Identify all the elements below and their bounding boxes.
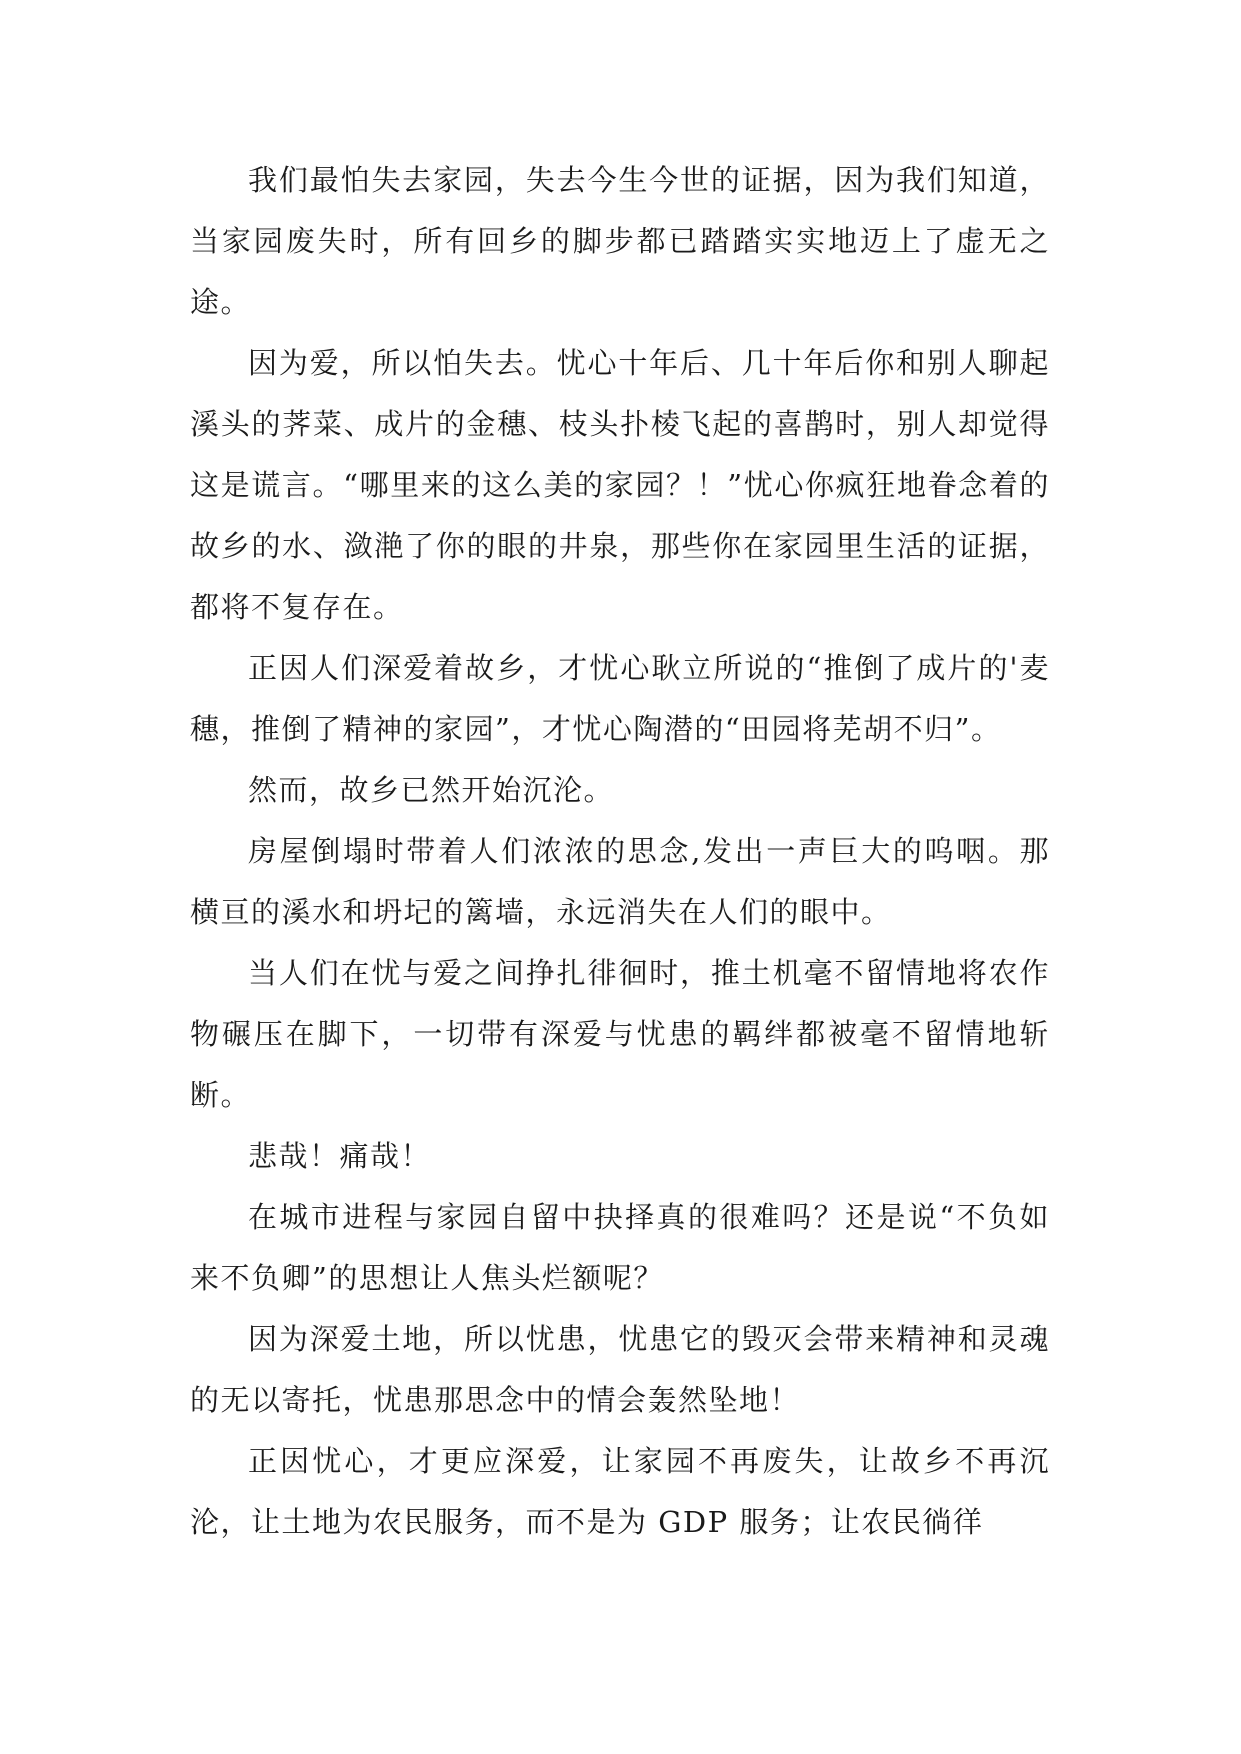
paragraph: 我们最怕失去家园，失去今生今世的证据，因为我们知道，当家园废失时，所有回乡的脚步都已踏踏实实地迈上了虚无之途。: [190, 163, 1050, 319]
paragraph: 正因忧心，才更应深爱，让家园不再废失，让故乡不再沉沦，让土地为农民服务，而不是为 GDP 服务；让农民徜徉: [190, 1444, 1050, 1539]
paragraph: 因为爱，所以怕失去。忧心十年后、几十年后你和别人聊起溪头的荠菜、成片的金穗、枝头扑棱飞起的喜鹊时，别人却觉得这是谎言。“哪里来的这么美的家园？！”忧心你疯狂地眷念着的故乡的水、潋滟了你的眼的井泉，那些你在家园里生活的证据，都将不复存在。: [190, 346, 1050, 624]
paragraph: 当人们在忧与爱之间挣扎徘徊时，推土机毫不留情地将农作物碾压在脚下，一切带有深爱与忧患的羁绊都被毫不留情地斩断。: [190, 956, 1050, 1112]
paragraph: 在城市进程与家园自留中抉择真的很难吗？还是说“不负如来不负卿”的思想让人焦头烂额呢？: [190, 1200, 1050, 1295]
paragraph: 因为深爱土地，所以忧患，忧患它的毁灭会带来精神和灵魂的无以寄托，忧患那思念中的情会轰然坠地！: [190, 1322, 1050, 1417]
paragraph: 房屋倒塌时带着人们浓浓的思念,发出一声巨大的呜咽。那横亘的溪水和坍圮的篱墙，永远消失在人们的眼中。: [190, 834, 1050, 929]
paragraph: 然而，故乡已然开始沉沦。: [248, 773, 615, 807]
paragraph: 悲哉！痛哉！: [248, 1139, 432, 1173]
document-page: [190, 150, 1050, 1553]
paragraph: 正因人们深爱着故乡，才忧心耿立所说的“推倒了成片的'麦穗，推倒了精神的家园”，才忧心陶潜的“田园将芜胡不归”。: [190, 651, 1050, 746]
